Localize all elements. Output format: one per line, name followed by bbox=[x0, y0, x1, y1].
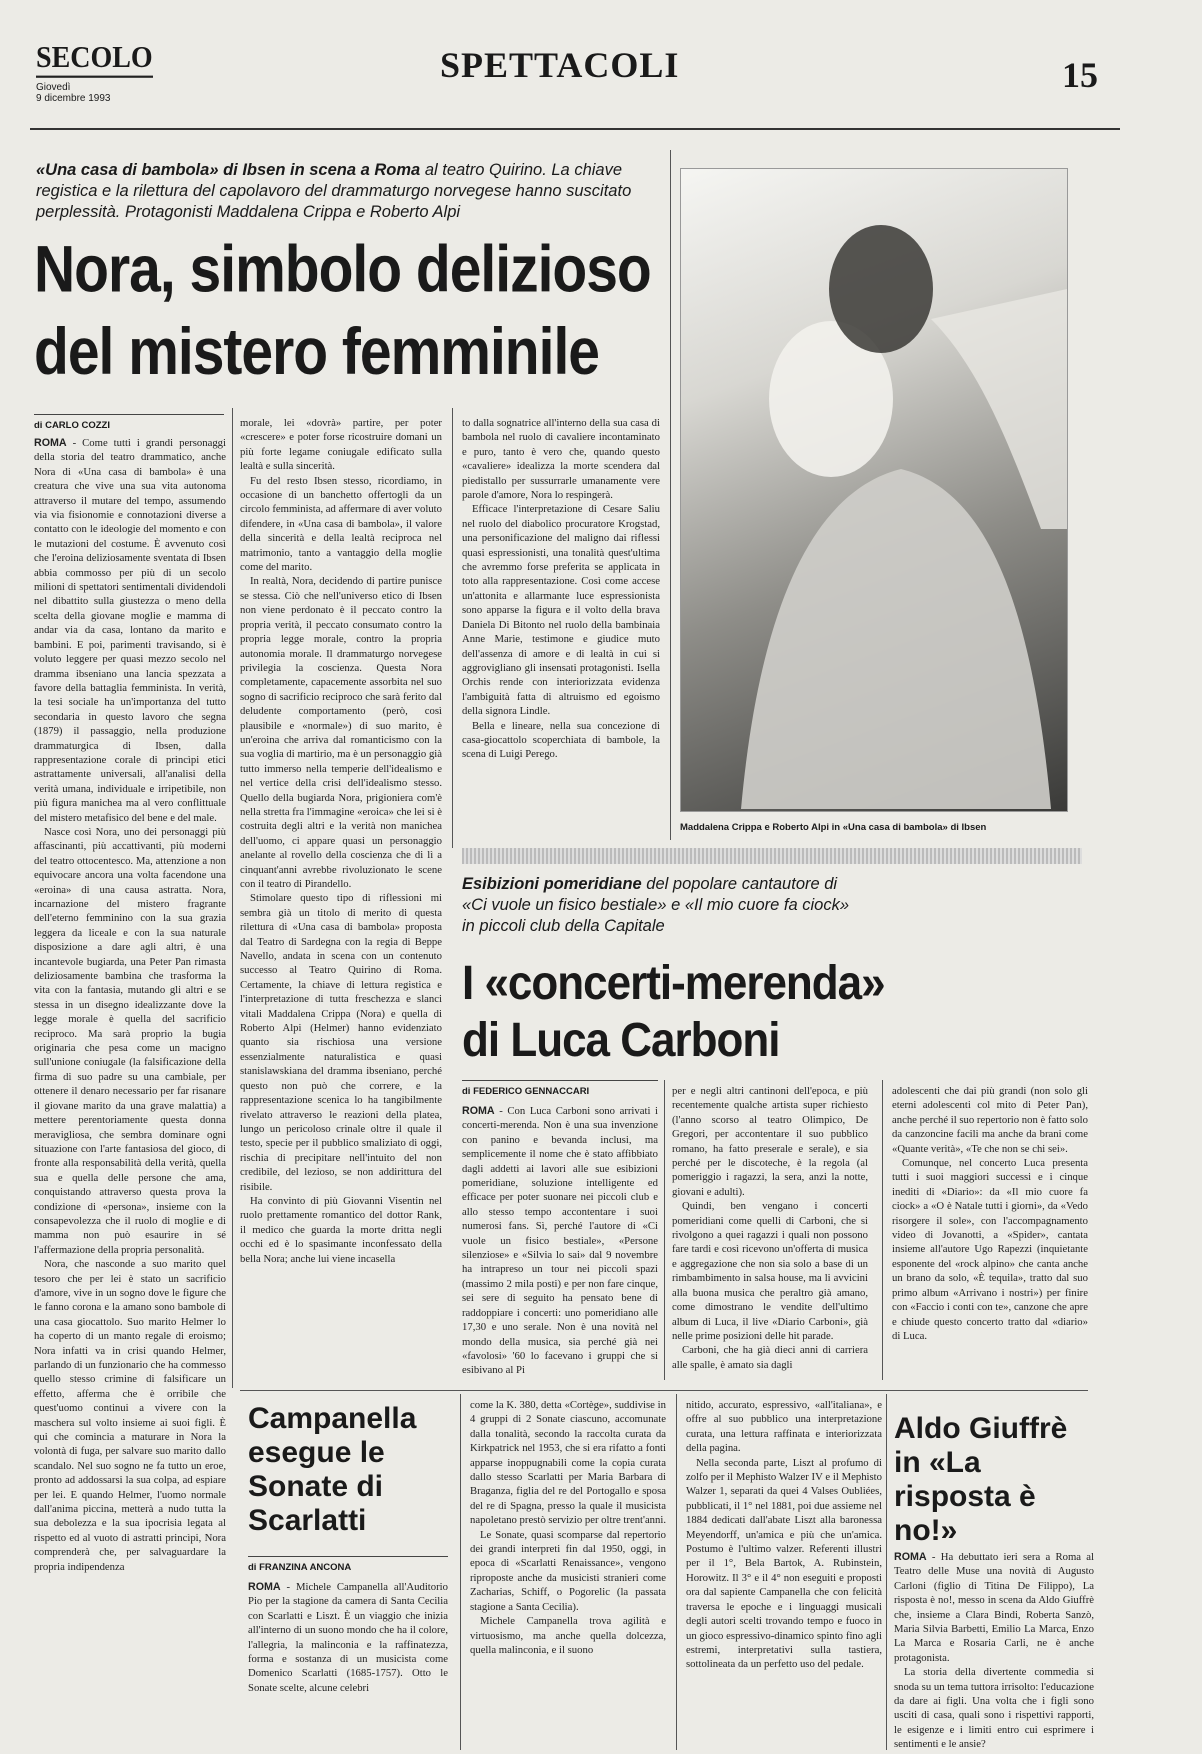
article1-headline-line1: Nora, simbolo delizioso bbox=[34, 232, 651, 307]
article2-dateline: ROMA bbox=[462, 1105, 495, 1117]
article1-column-3 bbox=[462, 416, 660, 836]
article1-col2-text: morale, lei «dovrà» partire, per poter «crescere» e poter forse ricostruire domani un più forte legame coniugale edificato sulla lealtà e sulla sincerità. bbox=[240, 417, 442, 473]
article1-photo bbox=[680, 168, 1068, 812]
article2-col3-text: adolescenti che dai più grandi (non solo gli eterni adolescenti col mito di Peter Pan), anche perché il suo repertorio non è fatto solo da canzoncine facili ma anche da brani come «Quante verità», «Te che non se chi sei». bbox=[892, 1085, 1088, 1155]
article3-col2-text: come la K. 380, detta «Cortège», suddivise in 4 gruppi di 2 Sonate ciascuno, accomunate dalla tonalità, secondo la raccolta curata da Kirkpatrick nel 1953, che si era rifatto a fonti apparse inoppugnabili come la copia curata dallo stesso Scarlatti per Maria Barbara di Braganza, figlia del re del Portogallo e sposa del re di Spagna, presso la quale il musicista napoletano prestò servizio per oltre trent'anni. bbox=[470, 1399, 666, 1527]
article1-col1c-text: Nora, che nasconde a suo marito quel tesoro che per lei è stato un sacrificio d'amore, vive in un sogno dove le figure che le fanno corona e la amano sono bambole di una casa giocattolo. Suo marito Helmer lo ha coperto di un manto regale di eroismo; Nora infatti va in crisi quando Helmer, parlando di un funzionario che ha commesso quello stesso crimine di falsificare un effetto, afferma che è orribile che quest'uomo continui a vivere con la maschera sul volto insieme ai suoi figli. È qui che comincia a maturare in Nora la volontà di fuga, per salvare suo marito dallo scandalo. Nel suo sogno ne fa tutto un eroe, pronto ad addossarsi la sua colpa, ad espiare per lei. E quando Helmer, l'uomo normale dall'anima piccina, metterà a nudo tutta la sua debolezza e la sua ipocrisia legata al rispetto ed al vuoto di astratti princìpi, Nora comprenderà che, per salvaguardare la propria indipendenza bbox=[34, 1258, 226, 1573]
column-rule bbox=[460, 1394, 461, 1750]
article2-byline: di FEDERICO GENNACCARI bbox=[462, 1086, 590, 1097]
article3-col2c-text: Michele Campanella trova agilità e virtuosismo, ma anche quella dolcezza, quella malinconia, e il suono bbox=[470, 1615, 666, 1656]
article4-col1b-text: La storia della divertente commedia si snoda su un tema tuttora irrisolto: l'educazione da dare ai figli. Una volta che i figli sono usciti di casa, quali sono i rispettivi rapporti, le esigenze e i limiti entro cui esprimere i sentimenti e le ansie? bbox=[894, 1666, 1094, 1750]
column-rule bbox=[452, 408, 453, 848]
article4-headline: Aldo Giuffrè in «La risposta è no!» bbox=[894, 1412, 1068, 1547]
article2-headline-line1: I «concerti-merenda» bbox=[462, 956, 885, 1010]
article1-col3b-text: Efficace l'interpretazione di Cesare Saliu nel ruolo del diabolico procuratore Krogstad, una personificazione del maligno dai riflessi quasi espressionisti, una tonalità quest'ultima che avremmo forse preferita se applicata in toto alla rappresentazione. Così come accese un'attonita e allarmante luce espressionista sono apparse la figura e il volto della brava Daniela Di Bitonto nel ruolo della bambinaia Anne Marie, testimone e giudice muto dell'assenza di amore e di lealtà in cui si aggrovigliano gli insensati protagonisti. Isella Orchis rende con interiorizzata evidenza l'ambiguità fatta di altruismo ed egoismo della signora Lindle. bbox=[462, 503, 660, 718]
article2-byline-rule bbox=[462, 1080, 658, 1081]
article2-column-3 bbox=[892, 1084, 1088, 1384]
article1-kicker bbox=[36, 160, 646, 223]
article4-dateline: ROMA bbox=[894, 1551, 927, 1563]
column-rule bbox=[882, 1080, 883, 1380]
article2-kicker-text: del popolare cantautore di «Ci vuole un fisico bestiale» e «Il mio cuore fa ciock» in piccoli club della Capitale bbox=[462, 875, 850, 935]
article1-headline bbox=[34, 228, 674, 394]
article1-byline-rule bbox=[34, 414, 224, 415]
article3-col3-text: nitido, accurato, espressivo, «all'italiana», e offre al suo pubblico una interpretazione curata, una lettura raffinata e interiorizzata della pagina. bbox=[686, 1399, 882, 1455]
article1-byline: di CARLO COZZI bbox=[34, 420, 110, 431]
issue-day: 9 dicembre 1993 bbox=[36, 93, 111, 104]
article2-column-2 bbox=[672, 1084, 868, 1384]
article2-col1-text: - Con Luca Carboni sono arrivati i concerti-merenda. Non è una sua invenzione con panino e bevanda inclusi, ma semplicemente il nome che è stato affibbiato dagli addetti ai lavori alle sue esibizioni pomeridiane, soluzione intelligente ed efficace per poter suonare nei piccoli club e allo stesso tempo accontentare i suoi numerosi fans. Sì, perché l'autore di «Ci vuole un fisico bestiale», «Persone silenziose» e «Silvia lo sai» dal 9 novembre ha intrapreso un tour nei piccoli spazi (massimo 2 mila posti) e per non fare cinque, sei sere di seguito ha pensato bene di raddoppiare i concerti: uno pomeridiano alle 17,30 e uno serale. Non è una novità nel mondo della musica, sia perché già nei «favolosi» '60 lo facevano i gruppi che si esibivano al Pi bbox=[462, 1105, 658, 1377]
article3-column-1 bbox=[248, 1580, 448, 1750]
article1-dateline: ROMA bbox=[34, 437, 67, 449]
column-rule bbox=[664, 1080, 665, 1380]
column-rule bbox=[232, 408, 233, 1388]
issue-weekday: Giovedì bbox=[36, 82, 71, 93]
column-rule bbox=[670, 150, 671, 840]
article3-column-3 bbox=[686, 1398, 882, 1750]
article3-column-2 bbox=[470, 1398, 666, 1750]
article1-headline-line2: del mistero femminile bbox=[34, 315, 600, 389]
issue-date bbox=[36, 82, 136, 104]
article4-col1-text: - Ha debuttato ieri sera a Roma al Teatro delle Muse una novità di Augusto Carloni (figlio di Titina De Filippo), La risposta è no!, messo in scena da Aldo Giuffrè che, insieme a Clara Bindi, Roberta Sanzò, Maria Silvia Barbetti, Emilio La Marca, Enzo La Marca e Rosaria Carli, ne è anche protagonista. bbox=[894, 1551, 1094, 1664]
article3-col1-text: - Michele Campanella all'Auditorio Pio per la stagione da camera di Santa Cecilia con Scarlatti e Liszt. È un viaggio che inizia all'interno di un suono mondo che ha il colore, l'allegria, la malinconia e la raffinatezza, forma e sostanza di un musicista come Domenico Scarlatti (1685-1757). Otto le Sonate scelte, alcune celebri bbox=[248, 1581, 448, 1694]
article2-headline bbox=[462, 955, 1062, 1069]
header-rule bbox=[30, 128, 1120, 130]
article3-byline: di FRANZINA ANCONA bbox=[248, 1562, 352, 1573]
article2-headline-line2: di Luca Carboni bbox=[462, 1013, 780, 1068]
article1-col2e-text: Ha convinto di più Giovanni Visentin nel ruolo prettamente romantico del dottor Rank, il medico che guarda la morte dritta negli occhi ed è lo spasimante inconfessato della bella Nora; anche lui viene incasella bbox=[240, 1194, 442, 1265]
page-number: 15 bbox=[1062, 55, 1098, 95]
article4-column-1 bbox=[894, 1550, 1094, 1750]
column-rule bbox=[676, 1394, 677, 1750]
article1-col2d-text: Stimolare questo tipo di riflessioni mi sembra già un titolo di merito di questa rilettura di «Una casa di bambola» proposta dal Teatro di Sardegna con la regia di Beppe Navello, andata in scena con un contenuto successo al Teatro Quirino di Roma. Certamente, la chiave di lettura registica e l'interpretazione di tutta freschezza e slanci vitali Maddalena Crippa (Nora) e quella di Roberto Alpi (Helmer) hanno evidenziato quanto sia rischiosa una versione essenzialmente naturalistica e quasi stanislawskiana del dramma ibseniano, perché questo non può che correre, e la rappresentazione scenica lo ha tangibilmente rivelato attraverso le reazioni della platea, lungo un pericoloso crinale oltre il quale il testo, specie per il pubblico smaliziato di oggi, rischia di precipitare nell'intuito del non credibile, del lezioso, se non addirittura del risibile. bbox=[240, 892, 442, 1193]
article1-photo-caption: Maddalena Crippa e Roberto Alpi in «Una casa di bambola» di Ibsen bbox=[680, 822, 987, 833]
article3-byline-rule bbox=[248, 1556, 448, 1557]
article1-col3c-text: Bella e lineare, nella sua concezione di casa-giocattolo scoperchiata di bambole, la scena di Luigi Perego. bbox=[462, 719, 660, 761]
article1-col1b-text: Nasce così Nora, uno dei personaggi più affascinanti, più accattivanti, più moderni del teatro ottocentesco. Ma, attenzione a non equivocare ancora una volta facendone una «eroina» di una causa astratta. Nora, incarnazione del mistero fragrante dell'eterno femminino con la sua grazia leggera da liceale e con la sua naturale disposizione a dare agli altri, è una incantevole bugiarda, una Peter Pan rimasta deliziosamente bambina che trasforma la vita con la fantasia, mutando gli altri e se stessa in un disegno idealizzante dove la legge morale è quella del sacrificio reciproco. Ma sarà proprio la bugia originaria che pesa come un macigno sull'unione coniugale (la falsificazione della firma di suo padre su una cambiale, per ottenere il denaro necessario per far risanare il giovane marito da una grave malattia) a mettere perentoriamente questa donna meravigliosa, che sembra dominare ogni situazione con l'arte fantasiosa del gioco, di fronte alla responsabilità della verità, quella sua e quella delle persone che ama, conquistando attraverso questa prova la condizione di «persona», insieme con la consapevolezza che il ruolo di moglie e di mamma non può esaurire in sé l'affermazione della propria personalità. bbox=[34, 825, 226, 1256]
article1-col2c-text: In realtà, Nora, decidendo di partire punisce se stessa. Ciò che nell'universo etico di Ibsen non viene perdonato è il peccato contro la propria verità, il peccato consumato contro la propria legge morale, contro la propria autonomia morale. Il drammaturgo norvegese privilegia la coscienza. Questa Nora completamente, capacemente assorbita nel suo sogno di sacrificio reciproco che sarà ferito dal deludente comportamento (però, così plausibile e «normale») di suo marito, è un'eroina che arriva dal romanticismo con la sua voglia di martirio, ma è un personaggio già tutto immerso nella temperie dell'idealismo e nel vertice della crisi dell'idealismo stesso. Quello della bugiarda Nora, prigioniera com'è nella stretta fra l'immagine «eroica» che lei si è costruita degli altri e la verità non manichea dell'uomo, ci appare quasi un personaggio anelante al rovello della coscienza che di lì a cinquant'anni avrebbe rivoluzionato le scene con il teatro di Pirandello. bbox=[240, 575, 442, 890]
article1-photo-figures bbox=[681, 169, 1067, 811]
article1-col3-text: to dalla sognatrice all'interno della sua casa di bambola nel ruolo di cavaliere incontaminato e puro, tanto è vero che, quando questo «cavaliere» idealizza la morte scendera dal piedistallo per sussurrarle umanamente vere parole d'amore, Nora lo respingerà. bbox=[462, 417, 660, 502]
article3-col2b-text: Le Sonate, quasi scomparse dal repertorio dei grandi interpreti fin dal 1950, oggi, in epoca di «Scarlatti Renaissance», vengono riproposte anche da musicisti stranieri come Zacharias, Schiff, o Pogorelic (la passata stagione a Santa Cecilia). bbox=[470, 1528, 666, 1613]
article3-dateline: ROMA bbox=[248, 1581, 281, 1593]
article2-kicker-bold: Esibizioni pomeridiane bbox=[462, 875, 642, 893]
article1-kicker-bold: «Una casa di bambola» di Ibsen in scena a Roma bbox=[36, 161, 421, 179]
column-rule bbox=[886, 1394, 887, 1750]
article1-column-1 bbox=[34, 436, 226, 1754]
article2-col2-text: per e negli altri cantinoni dell'epoca, e più recentemente qualche artista super richiesto (l'anno scorso al teatro Olimpico, De Gregori, per accontentare il suo pubblico romano, ha fatto preserale e serale), e sia perché per le discoteche, è la regola (al pomeriggio i ragazzi, la sera, anzi la notte, giovani e adulti). bbox=[672, 1085, 868, 1198]
newspaper-logo: SECOLO bbox=[36, 40, 153, 75]
article2-col2c-text: Carboni, che ha già dieci anni di carriera alle spalle, è amato sia dagli bbox=[672, 1344, 868, 1371]
article1-col2b-text: Fu del resto Ibsen stesso, ricordiamo, in occasione di un banchetto offertogli da un circolo femminista, ad affermare di aver voluto difendere, in «Una casa di bambola», il valore della sincerità e della lealtà reciproca nel matrimonio, tanto a vantaggio della moglie come del marito. bbox=[240, 474, 442, 574]
section-band bbox=[462, 848, 1082, 864]
article2-col2b-text: Quindi, ben vengano i concerti pomeridiani come quelli di Carboni, che si rivolgono a quei ragazzi i quali non possono fare tardi e così ricevono un'offerta di musica e aggregazione che non sia solo a base di un rimbambimento in salsa house, ma li avvicini alla buona musica che peraltro già amano, come dimostrano le vendite dell'ultimo album di Luca, il live «Diario Carboni», già nelle prime posizioni delle hit parade. bbox=[672, 1200, 868, 1342]
article1-kicker-text: al teatro Quirino. La chiave registica e la rilettura del capolavoro del drammaturgo norvegese hanno suscitato perplessità. Protagonisti Maddalena Crippa e Roberto Alpi bbox=[36, 161, 632, 221]
article2-col3b-text: Comunque, nel concerto Luca presenta tutti i suoi maggiori successi e i cinque inediti di «Diario»: da «Il mio cuore fa ciock» a «O è Natale tutti i giorni», da «Vedo risorgere il sole», con l'accompagnamento video di Jovanotti, a «Spider», cantata insieme all'autore Ugo Rapezzi (inquietante esponente del «rock alpino» che canta anche un brano da solo, «È tequila», tratto dal suo primo album «Arrivano i nostri») per finire con «Faccio i conti con te», canzone che apre e chiude questo concerto tratto dal «diario» di Luca. bbox=[892, 1157, 1088, 1342]
bottom-section-rule bbox=[240, 1390, 1088, 1391]
article3-col3b-text: Nella seconda parte, Liszt al profumo di zolfo per il Mephisto Walzer IV e il Mephisto Walzer 1, separati da quei 4 Valses Oubliées, pubblicati, il 1° nel 1881, poi due assieme nel 1884 dedicati dall'abate Liszt alla baronessa Meyendorff, un'amica e più che un'amica. Postumo è l'ultimo valzer. Referenti illustri per il 1°, Bela Bartok, A. Rubinstein, Horowitz. Il 3° e il 4° non eseguiti e proposti ora dal sapiente Campanella che con felicità traversa le epoche e i linguaggi musicali degli autori scelti trovando tempo e fuoco in un gioco espressivo-dinamico spinto fino agli estremi, interpretativi sulla tastiera, sottolineata da un perfetto uso del pedale. bbox=[686, 1456, 882, 1671]
article1-col1-text: - Come tutti i grandi personaggi della storia del teatro drammatico, anche Nora di «Una casa di bambola» è una creatura che vive una sua vita autonoma attraverso il mutare del tempo, assumendo via via fisionomie e connotazioni diverse a contatto con le ideologie del momento e con le mutazioni del costume. È avvenuto così che l'eroina deliziosamente sventata di Ibsen abbia commosso per più di un secolo milioni di spettatori sentimentali dividendoli nel dibattito sulla giustezza o meno della scelta della giovane moglie e mamma di andar via da casa, lontano da marito e bambini. E poi, parimenti travisando, si è voluto leggere per quasi mezzo secolo nel dramma ibseniano una lancia spezzata a favore della battaglia femminista. In verità, la tesi sociale ha un'importanza del tutto secondaria in questo lavoro che segna (1879) il passaggio, nella produzione drammaturgica di Ibsen, dalla rappresentazione corale di princìpi etici astrattamente universali, all'analisi della verità umana, individuale e irripetibile, non più figura manichea ma al vero conflittuale del mistero metafisico del bene e del male. bbox=[34, 437, 226, 824]
article1-column-2 bbox=[240, 416, 442, 1346]
section-title: SPETTACOLI bbox=[440, 45, 680, 85]
article2-column-1 bbox=[462, 1104, 658, 1384]
article3-headline: Campanella esegue le Sonate di Scarlatti bbox=[248, 1402, 417, 1537]
article2-kicker bbox=[462, 874, 862, 937]
